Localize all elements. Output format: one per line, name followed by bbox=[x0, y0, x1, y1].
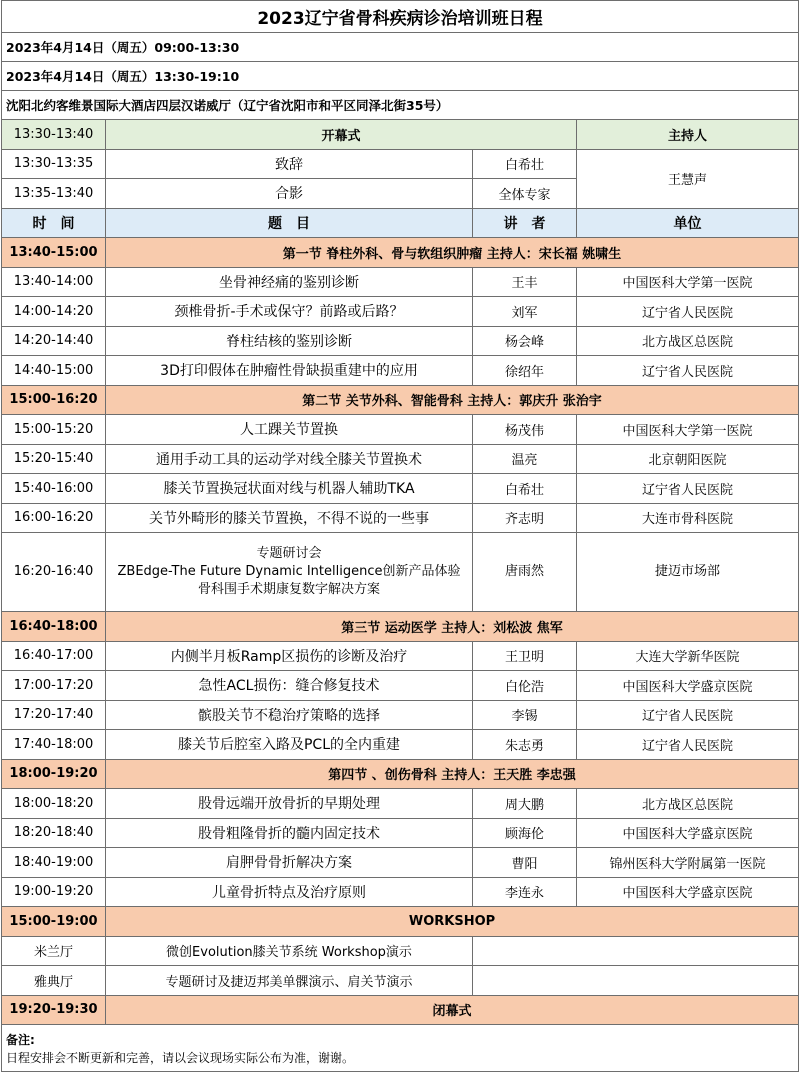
table-row bbox=[2, 966, 799, 996]
section-time: 18:00-19:20 bbox=[2, 759, 106, 789]
row-speaker: 徐绍年 bbox=[473, 356, 577, 386]
section-title: 第二节 关节外科、智能骨科 主持人：郭庆升 张治宇 bbox=[106, 385, 799, 415]
row-time: 14:00-14:20 bbox=[2, 297, 106, 327]
table-row bbox=[2, 671, 799, 701]
row-speaker: 唐雨然 bbox=[473, 533, 577, 612]
table-row bbox=[2, 818, 799, 848]
workshop-time: 15:00-19:00 bbox=[2, 907, 106, 937]
row-unit: 辽宁省人民医院 bbox=[577, 730, 799, 760]
table-row bbox=[2, 415, 799, 445]
row-topic: 坐骨神经痛的鉴别诊断 bbox=[106, 267, 473, 297]
row-unit: 北方战区总医院 bbox=[577, 789, 799, 819]
row-time: 14:40-15:00 bbox=[2, 356, 106, 386]
row-topic: 通用手动工具的运动学对线全膝关节置换术 bbox=[106, 444, 473, 474]
opening-time: 13:30-13:40 bbox=[2, 120, 106, 150]
row-unit: 辽宁省人民医院 bbox=[577, 356, 799, 386]
workshop-topic: 专题研讨及捷迈邦美单髁演示、肩关节演示 bbox=[106, 966, 473, 996]
closing-label: 闭幕式 bbox=[106, 995, 799, 1025]
table-row bbox=[2, 848, 799, 878]
row-unit: 北方战区总医院 bbox=[577, 326, 799, 356]
table-row bbox=[2, 503, 799, 533]
row-unit: 中国医科大学盛京医院 bbox=[577, 818, 799, 848]
row-unit: 北京朝阳医院 bbox=[577, 444, 799, 474]
opening-row-speaker: 全体专家 bbox=[473, 179, 577, 209]
row-time: 15:00-15:20 bbox=[2, 415, 106, 445]
row-time: 14:20-14:40 bbox=[2, 326, 106, 356]
row-unit: 辽宁省人民医院 bbox=[577, 474, 799, 504]
table-row bbox=[2, 444, 799, 474]
row-speaker: 王卫明 bbox=[473, 641, 577, 671]
row-time: 15:40-16:00 bbox=[2, 474, 106, 504]
table-row bbox=[2, 641, 799, 671]
note-label: 备注: bbox=[6, 1033, 35, 1047]
row-topic: 颈椎骨折-手术或保守？前路或后路？ bbox=[106, 297, 473, 327]
row-unit: 中国医科大学盛京医院 bbox=[577, 877, 799, 907]
row-time: 18:40-19:00 bbox=[2, 848, 106, 878]
note bbox=[2, 1025, 799, 1072]
row-time: 18:00-18:20 bbox=[2, 789, 106, 819]
row-speaker: 刘军 bbox=[473, 297, 577, 327]
row-speaker: 顾海伦 bbox=[473, 818, 577, 848]
row-unit: 大连大学新华医院 bbox=[577, 641, 799, 671]
row-unit: 锦州医科大学附属第一医院 bbox=[577, 848, 799, 878]
row-unit: 中国医科大学盛京医院 bbox=[577, 671, 799, 701]
row-unit: 大连市骨科医院 bbox=[577, 503, 799, 533]
opening-label: 开幕式 bbox=[106, 120, 577, 150]
section-time: 16:40-18:00 bbox=[2, 612, 106, 642]
row-speaker: 曹阳 bbox=[473, 848, 577, 878]
table-row bbox=[2, 877, 799, 907]
row-time: 13:40-14:00 bbox=[2, 267, 106, 297]
row-speaker: 李连永 bbox=[473, 877, 577, 907]
table-row bbox=[2, 936, 799, 966]
row-topic: 膝关节后腔室入路及PCL的全内重建 bbox=[106, 730, 473, 760]
table-row bbox=[2, 474, 799, 504]
row-speaker: 齐志明 bbox=[473, 503, 577, 533]
row-topic: 股骨粗隆骨折的髓内固定技术 bbox=[106, 818, 473, 848]
table-row bbox=[2, 533, 799, 612]
workshop-empty bbox=[473, 966, 799, 996]
schedule-table bbox=[1, 0, 799, 1072]
opening-host: 王慧声 bbox=[577, 149, 799, 208]
row-topic: 脊柱结核的鉴别诊断 bbox=[106, 326, 473, 356]
row-time: 16:00-16:20 bbox=[2, 503, 106, 533]
header-time: 时 间 bbox=[2, 208, 106, 238]
date-afternoon: 2023年4月14日（周五）13:30-19:10 bbox=[2, 62, 799, 91]
section-title: 第三节 运动医学 主持人：刘松波 焦军 bbox=[106, 612, 799, 642]
row-unit: 中国医科大学第一医院 bbox=[577, 267, 799, 297]
workshop-title: WORKSHOP bbox=[106, 907, 799, 937]
row-speaker: 朱志勇 bbox=[473, 730, 577, 760]
row-speaker: 李锡 bbox=[473, 700, 577, 730]
row-topic: 关节外畸形的膝关节置换，不得不说的一些事 bbox=[106, 503, 473, 533]
row-topic: 股骨远端开放骨折的早期处理 bbox=[106, 789, 473, 819]
row-topic: 髌股关节不稳治疗策略的选择 bbox=[106, 700, 473, 730]
row-topic: 人工踝关节置换 bbox=[106, 415, 473, 445]
row-time: 19:00-19:20 bbox=[2, 877, 106, 907]
row-time: 17:00-17:20 bbox=[2, 671, 106, 701]
table-row bbox=[2, 326, 799, 356]
table-row bbox=[2, 356, 799, 386]
host-label: 主持人 bbox=[577, 120, 799, 150]
workshop-room: 米兰厅 bbox=[2, 936, 106, 966]
header-topic: 题 目 bbox=[106, 208, 473, 238]
row-topic: 急性ACL损伤：缝合修复技术 bbox=[106, 671, 473, 701]
row-unit: 辽宁省人民医院 bbox=[577, 297, 799, 327]
row-speaker: 王丰 bbox=[473, 267, 577, 297]
section-title: 第四节 、创伤骨科 主持人：王天胜 李忠强 bbox=[106, 759, 799, 789]
row-time: 17:40-18:00 bbox=[2, 730, 106, 760]
row-speaker: 温亮 bbox=[473, 444, 577, 474]
header-unit: 单位 bbox=[577, 208, 799, 238]
section-time: 15:00-16:20 bbox=[2, 385, 106, 415]
row-topic: 肩胛骨骨折解决方案 bbox=[106, 848, 473, 878]
page-title: 2023辽宁省骨科疾病诊治培训班日程 bbox=[2, 1, 799, 33]
opening-row-time: 13:35-13:40 bbox=[2, 179, 106, 209]
opening-row-topic: 合影 bbox=[106, 179, 473, 209]
workshop-empty bbox=[473, 936, 799, 966]
row-speaker: 周大鹏 bbox=[473, 789, 577, 819]
header-speaker: 讲 者 bbox=[473, 208, 577, 238]
table-row bbox=[2, 730, 799, 760]
row-unit: 辽宁省人民医院 bbox=[577, 700, 799, 730]
row-speaker: 杨茂伟 bbox=[473, 415, 577, 445]
row-unit: 捷迈市场部 bbox=[577, 533, 799, 612]
section-time: 13:40-15:00 bbox=[2, 238, 106, 268]
workshop-topic: 微创Evolution膝关节系统 Workshop演示 bbox=[106, 936, 473, 966]
row-unit: 中国医科大学第一医院 bbox=[577, 415, 799, 445]
row-speaker: 杨会峰 bbox=[473, 326, 577, 356]
row-speaker: 白伦浩 bbox=[473, 671, 577, 701]
row-time: 16:40-17:00 bbox=[2, 641, 106, 671]
row-speaker: 白希壮 bbox=[473, 474, 577, 504]
row-time: 16:20-16:40 bbox=[2, 533, 106, 612]
row-time: 18:20-18:40 bbox=[2, 818, 106, 848]
special-line: 专题研讨会 bbox=[256, 546, 322, 561]
special-line: 骨科围手术期康复数字解决方案 bbox=[197, 582, 380, 597]
row-time: 15:20-15:40 bbox=[2, 444, 106, 474]
table-row bbox=[2, 267, 799, 297]
opening-row-time: 13:30-13:35 bbox=[2, 149, 106, 179]
opening-row-speaker: 白希壮 bbox=[473, 149, 577, 179]
special-line: ZBEdge-The Future Dynamic Intelligence创新产品体验 bbox=[117, 564, 461, 579]
schedule-sheet bbox=[1, 0, 798, 1072]
workshop-room: 雅典厅 bbox=[2, 966, 106, 996]
row-time: 17:20-17:40 bbox=[2, 700, 106, 730]
row-topic: 3D打印假体在肿瘤性骨缺损重建中的应用 bbox=[106, 356, 473, 386]
note-text: 日程安排会不断更新和完善，请以会议现场实际公布为准，谢谢。 bbox=[6, 1051, 355, 1065]
row-topic: 内侧半月板Ramp区损伤的诊断及治疗 bbox=[106, 641, 473, 671]
section-title: 第一节 脊柱外科、骨与软组织肿瘤 主持人：宋长福 姚啸生 bbox=[106, 238, 799, 268]
date-morning: 2023年4月14日（周五）09:00-13:30 bbox=[2, 33, 799, 62]
table-row bbox=[2, 789, 799, 819]
table-row bbox=[2, 700, 799, 730]
row-topic: 儿童骨折特点及治疗原则 bbox=[106, 877, 473, 907]
row-topic: 膝关节置换冠状面对线与机器人辅助TKA bbox=[106, 474, 473, 504]
venue: 沈阳北约客维景国际大酒店四层汉诺威厅（辽宁省沈阳市和平区同泽北街35号） bbox=[2, 91, 799, 120]
closing-time: 19:20-19:30 bbox=[2, 995, 106, 1025]
row-topic bbox=[106, 533, 473, 612]
table-row bbox=[2, 297, 799, 327]
opening-row-topic: 致辞 bbox=[106, 149, 473, 179]
